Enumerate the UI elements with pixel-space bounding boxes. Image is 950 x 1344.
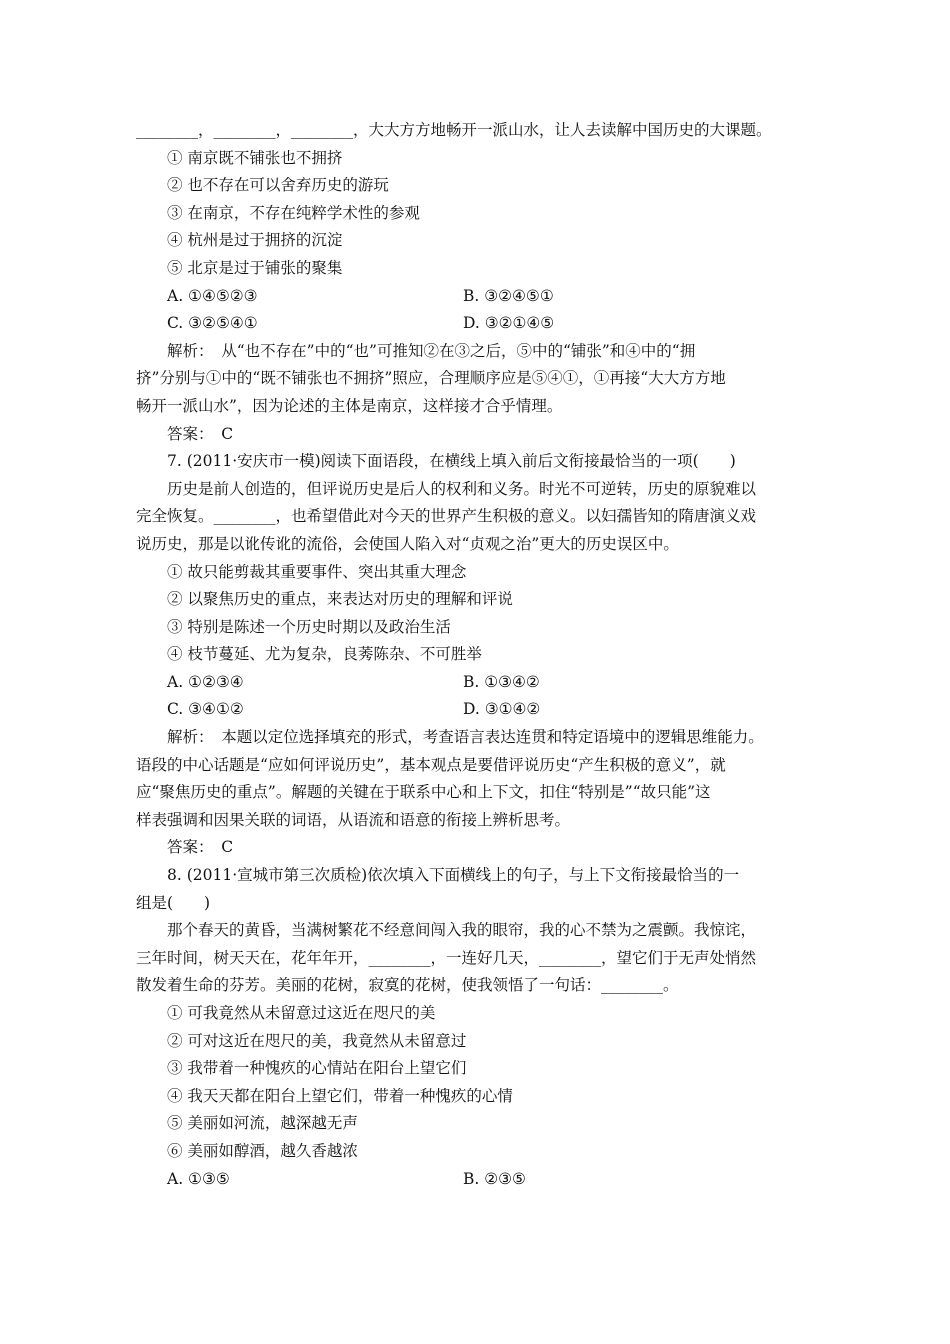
q8-item-6: ⑥ 美丽如醇酒，越久香越浓 — [167, 1141, 358, 1160]
q8-stem-line-1: 8. (2011·宣城市第三次质检)依次填入下面横线上的句子，与上下文衔接最恰当的一 — [167, 866, 740, 885]
q7-options-row-2 — [136, 696, 821, 724]
q7-analysis-line-1: 解析： 本题以定位选择填充的形式，考查语言表达连贯和特定语境中的逻辑思维能力。 — [167, 728, 764, 747]
q7-item-2: ② 以聚焦历史的重点，来表达对历史的理解和评说 — [167, 590, 513, 609]
q6-answer: 答案： C — [167, 424, 234, 443]
q7-option-b: B. ①③④② — [463, 672, 540, 691]
q8-item-1: ① 可我竟然从未留意过这近在咫尺的美 — [167, 1004, 436, 1022]
q7-item-3: ③ 特别是陈述一个历史时期以及政治生活 — [167, 617, 451, 636]
q7-option-a: A. ①②③④ — [167, 672, 244, 691]
q7-options-row-1 — [136, 669, 821, 697]
q7-item-1: ① 故只能剪裁其重要事件、突出其重大理念 — [167, 562, 467, 581]
q7-passage-line-1: 历史是前人创造的，但评说历史是后人的权利和义务。时光不可逆转，历史的原貌难以 — [167, 479, 757, 498]
q8-option-a: A. ①③⑤ — [167, 1169, 230, 1188]
q6-item-3: ③ 在南京，不存在纯粹学术性的参观 — [167, 203, 420, 222]
q8-passage-line-2: 三年时间，树天天在，花年年开，________，一连好几天，________，望它们于无声处悄然 — [136, 948, 757, 967]
q8-stem-line-2: 组是( ) — [136, 893, 211, 912]
q8-item-2: ② 可对这近在咫尺的美，我竟然从未留意过 — [167, 1031, 467, 1050]
q7-passage-line-3: 说历史，那是以讹传讹的流俗，会使国人陷入对“贞观之治”更大的历史误区中。 — [136, 534, 679, 553]
document-page — [136, 117, 821, 1193]
q7-option-d: D. ③①④② — [463, 700, 541, 719]
q6-stem: ________，________，________，大大方方地畅开一派山水，让人去读解中国历史的大课题。 — [136, 121, 772, 139]
q7-answer: 答案： C — [167, 838, 234, 857]
q7-analysis-line-3: 应“聚焦历史的重点”。解题的关键在于联系中心和上下文，扣住“特别是”“故只能”这 — [136, 783, 711, 802]
q6-item-2: ② 也不存在可以舍弃历史的游玩 — [167, 176, 389, 195]
q6-item-5: ⑤ 北京是过于铺张的聚集 — [167, 258, 343, 277]
q6-item-1: ① 南京既不铺张也不拥挤 — [167, 148, 343, 167]
q8-item-5: ⑤ 美丽如河流，越深越无声 — [167, 1114, 358, 1133]
q7-analysis-line-4: 样表强调和因果关联的词语，从语流和语意的衔接上辨析思考。 — [136, 810, 571, 829]
q6-options-row-2 — [136, 310, 821, 338]
q8-options-row-1 — [136, 1166, 821, 1194]
q6-options-row-1 — [136, 283, 821, 311]
q7-item-4: ④ 枝节蔓延、尤为复杂，良莠陈杂、不可胜举 — [167, 645, 482, 664]
q8-passage-line-1: 那个春天的黄昏，当满树繁花不经意间闯入我的眼帘，我的心不禁为之震颤。我惊诧， — [167, 921, 757, 940]
q6-analysis-line-2: 挤”分别与①中的“既不铺张也不拥挤”照应，合理顺序应是⑤④①，①再接“大大方方地 — [136, 369, 726, 388]
q8-passage-line-3: 散发着生命的芬芳。美丽的花树，寂寞的花树，使我领悟了一句话：________。 — [136, 976, 679, 995]
q6-item-4: ④ 杭州是过于拥挤的沉淀 — [167, 231, 343, 250]
q8-item-4: ④ 我天天都在阳台上望它们，带着一种愧疚的心情 — [167, 1086, 513, 1105]
q8-item-3: ③ 我带着一种愧疚的心情站在阳台上望它们 — [167, 1059, 467, 1078]
q6-analysis-line-3: 畅开一派山水”，因为论述的主体是南京，这样接才合乎情理。 — [136, 396, 563, 415]
q6-option-d: D. ③②①④⑤ — [463, 314, 555, 333]
q7-passage-line-2: 完全恢复。________，也希望借此对今天的世界产生积极的意义。以妇孺皆知的隋唐演义戏 — [136, 507, 757, 526]
q6-option-a: A. ①④⑤②③ — [167, 286, 258, 305]
q6-option-b: B. ③②④⑤① — [463, 286, 554, 305]
q7-analysis-line-2: 语段的中心话题是“应如何评说历史”，基本观点是要借评说历史“产生积极的意义”，就 — [136, 755, 726, 774]
q6-analysis-line-1: 解析： 从“也不存在”中的“也”可推知②在③之后，⑤中的“铺张”和④中的“拥 — [167, 341, 696, 360]
q7-option-c: C. ③④①② — [167, 700, 244, 719]
q8-option-b: B. ②③⑤ — [463, 1169, 526, 1188]
q6-option-c: C. ③②⑤④① — [167, 314, 258, 333]
q7-stem: 7. (2011·安庆市一模)阅读下面语段，在横线上填入前后文衔接最恰当的一项( ) — [167, 452, 736, 471]
